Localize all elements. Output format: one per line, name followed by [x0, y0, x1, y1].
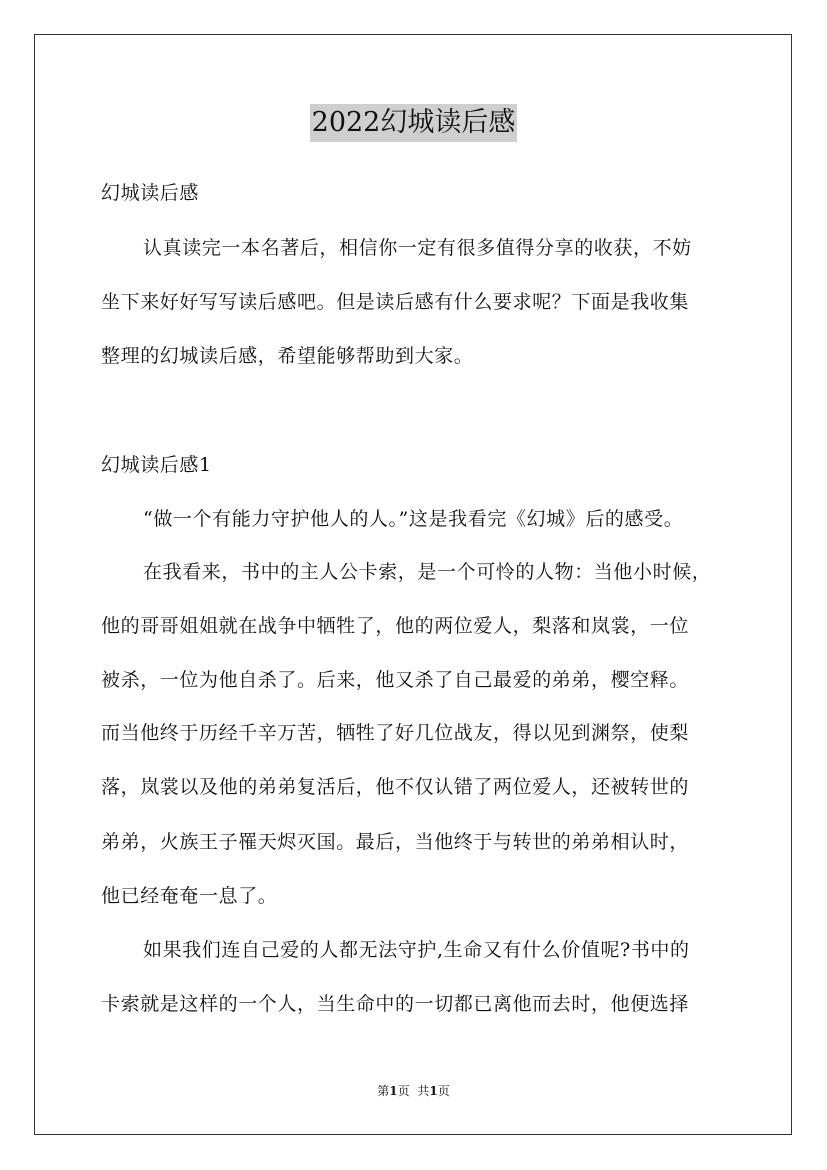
- section-line-1: “做一个有能力守护他人的人。”这是我看完《幻城》后的感受。: [143, 508, 684, 530]
- intro-heading: 幻城读后感: [101, 182, 200, 204]
- section-line-6: 落，岚裳以及他的弟弟复活后，他不仅认错了两位爱人，还被转世的: [101, 776, 690, 798]
- page-footer: [0, 1082, 827, 1099]
- footer-page-suffix: 页: [397, 1084, 410, 1098]
- section-line-8: 他已经奄奄一息了。: [101, 885, 278, 907]
- footer-page-prefix: 第: [377, 1084, 390, 1098]
- footer-total-suffix: 页: [437, 1084, 450, 1098]
- section-heading: 幻城读后感1: [101, 454, 212, 476]
- footer-total-number: 1: [429, 1084, 438, 1098]
- document-title: 2022幻城读后感: [310, 104, 518, 142]
- footer-total-prefix: 共: [417, 1084, 430, 1098]
- title-container: [0, 104, 827, 142]
- section-line-7: 弟弟，火族王子罹天烬灭国。最后，当他终于与转世的弟弟相认时，: [101, 831, 690, 853]
- section-line-3: 他的哥哥姐姐就在战争中牺牲了，他的两位爱人，梨落和岚裳，一位: [101, 615, 690, 637]
- section-line-10: 卡索就是这样的一个人，当生命中的一切都已离他而去时，他便选择: [101, 993, 690, 1015]
- section-line-2: 在我看来，书中的主人公卡索，是一个可怜的人物：当他小时候，: [143, 561, 712, 583]
- section-line-9: 如果我们连自己爱的人都无法守护,生命又有什么价值呢?书中的: [143, 939, 690, 961]
- section-line-5: 而当他终于历经千辛万苦，牺牲了好几位战友，得以见到渊祭，使梨: [101, 722, 690, 744]
- intro-line-1: 认真读完一本名著后，相信你一定有很多值得分享的收获，不妨: [143, 237, 692, 259]
- intro-line-3: 整理的幻城读后感，希望能够帮助到大家。: [101, 345, 474, 367]
- section-line-4: 被杀，一位为他自杀了。后来，他又杀了自己最爱的弟弟，樱空释。: [101, 669, 690, 691]
- intro-line-2: 坐下来好好写写读后感吧。但是读后感有什么要求呢？下面是我收集: [101, 291, 690, 313]
- footer-page-number: 1: [389, 1084, 398, 1098]
